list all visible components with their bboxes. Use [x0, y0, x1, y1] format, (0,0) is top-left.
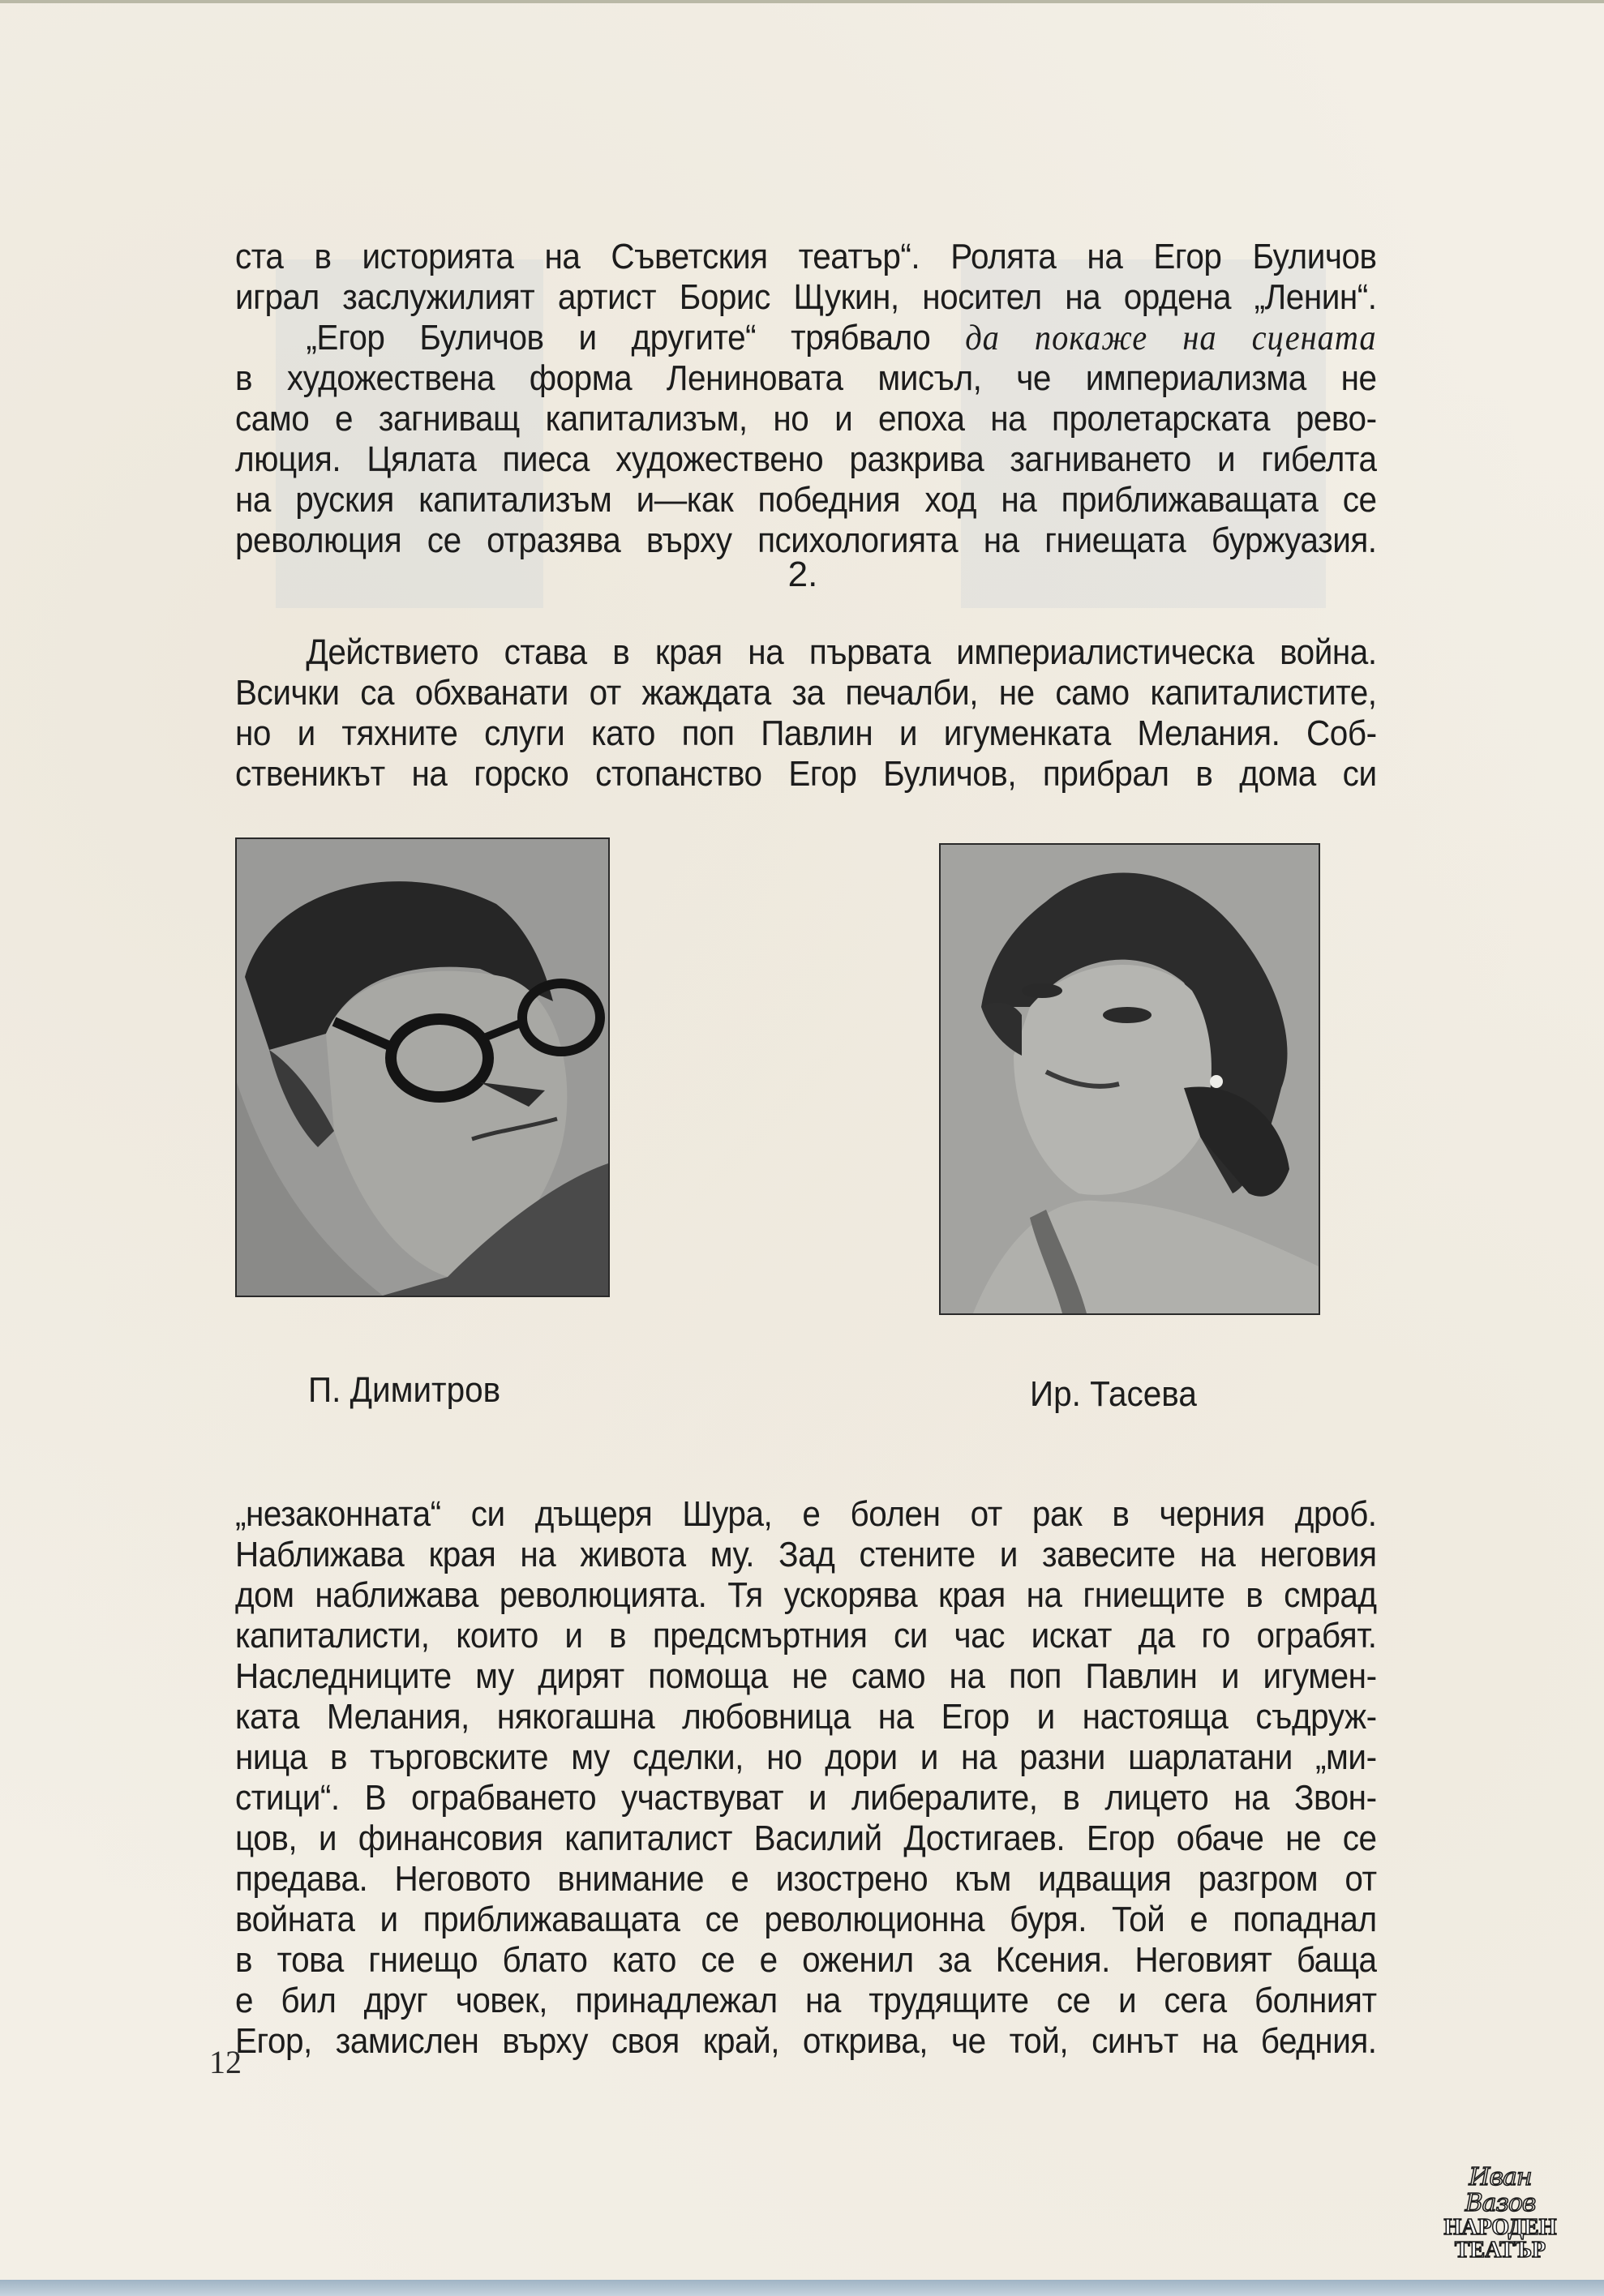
text-line: в художествена форма Лениновата мисъл, че империализма не	[235, 358, 1377, 398]
section-number: 2.	[787, 555, 818, 594]
text-line: капиталисти, които и в предсмъртния си час искат да го ограбят.	[235, 1616, 1377, 1656]
text-line: Егор, замислен върху своя край, открива, че той, синът на бедния.	[235, 2021, 1377, 2061]
photo-caption-taseva: Ир. Тасева	[1030, 1374, 1197, 1414]
paragraph-1	[235, 237, 1377, 318]
text-line: революция се отразява върху психологията на гниещата буржуазия.	[235, 520, 1377, 560]
text-line: ница в търговските му сделки, но дори и на разни шарлатани „ми-	[235, 1737, 1377, 1777]
text-line: люция. Цялата пиеса художествено разкрива загниването и гибелта	[235, 439, 1377, 479]
text-line: ственикът на горско стопанство Егор Буличов, прибрал в дома си	[235, 754, 1377, 794]
man-portrait-illustration	[237, 839, 608, 1296]
text-line: Наближава края на живота му. Зад стените и завесите на неговия	[235, 1535, 1377, 1574]
text-line: Всички са обхванати от жаждата за печалби, не само капиталистите,	[235, 673, 1377, 713]
portrait-photo-dimitrov	[235, 837, 610, 1297]
scanner-bed-edge	[0, 2280, 1604, 2296]
paragraph-4	[235, 1494, 1377, 2062]
text-run: „Егор Буличов и другите“ трябвало	[306, 318, 966, 358]
text-line: „незаконната“ си дъщеря Шура, е болен от рак в черния дроб.	[235, 1494, 1377, 1534]
text-line: стици“. В ограбването участвуват и либералите, в лицето на Звон-	[235, 1778, 1377, 1818]
text-line: Наследниците му дирят помоща не само на поп Павлин и игумен-	[235, 1656, 1377, 1696]
page-number: 12	[209, 2044, 242, 2080]
text-line: ста в историята на Съветския театър“. Ролята на Егор Буличов	[235, 237, 1377, 276]
text-line: ката Мелания, някогашна любовница на Егор и настояща съдруж-	[235, 1697, 1377, 1737]
woman-portrait-illustration	[941, 845, 1319, 1313]
page-top-edge	[0, 0, 1604, 3]
text-line: играл заслужилият артист Борис Щукин, носител на ордена „Ленин“.	[235, 277, 1377, 317]
text-line: Действието става в края на първата империалистическа война.	[306, 632, 1377, 672]
logo-line-1: НАРОДЕН	[1443, 2215, 1557, 2240]
text-line: войната и приближаващата се революционна буря. Той е попаднал	[235, 1900, 1377, 1939]
text-line: на руския капитализъм и—как победния ход на приближаващата се	[235, 480, 1377, 520]
text-line: е бил друг човек, принадлежал на трудящите се и сега болният	[235, 1981, 1377, 2020]
text-line	[235, 318, 1377, 358]
logo-script-signature: Иван Вазов	[1465, 2163, 1536, 2217]
italic-emphasis: да покаже на сцената	[965, 318, 1377, 358]
text-line: но и тяхните слуги като поп Павлин и игуменката Мелания. Соб-	[235, 713, 1377, 753]
paragraph-2	[235, 318, 1377, 561]
text-line: само е загниващ капитализъм, но и епоха на пролетарската рево-	[235, 399, 1377, 439]
paragraph-3	[235, 632, 1377, 795]
text-line: дом наближава революцията. Тя ускорява края на гниещите в смрад	[235, 1575, 1377, 1615]
text-line: цов, и финансовия капиталист Василий Достигаев. Егор обаче не се	[235, 1818, 1377, 1858]
national-theatre-logo	[1435, 2165, 1565, 2262]
logo-line-2: ТЕАТЪР	[1454, 2238, 1546, 2263]
text-line: предава. Неговото внимание е изострено към идващия разгром от	[235, 1859, 1377, 1899]
text-line: в това гниещо блато като се е оженил за Ксения. Неговият баща	[235, 1940, 1377, 1980]
portrait-photo-taseva	[939, 843, 1320, 1315]
photo-caption-dimitrov: П. Димитров	[308, 1370, 501, 1410]
